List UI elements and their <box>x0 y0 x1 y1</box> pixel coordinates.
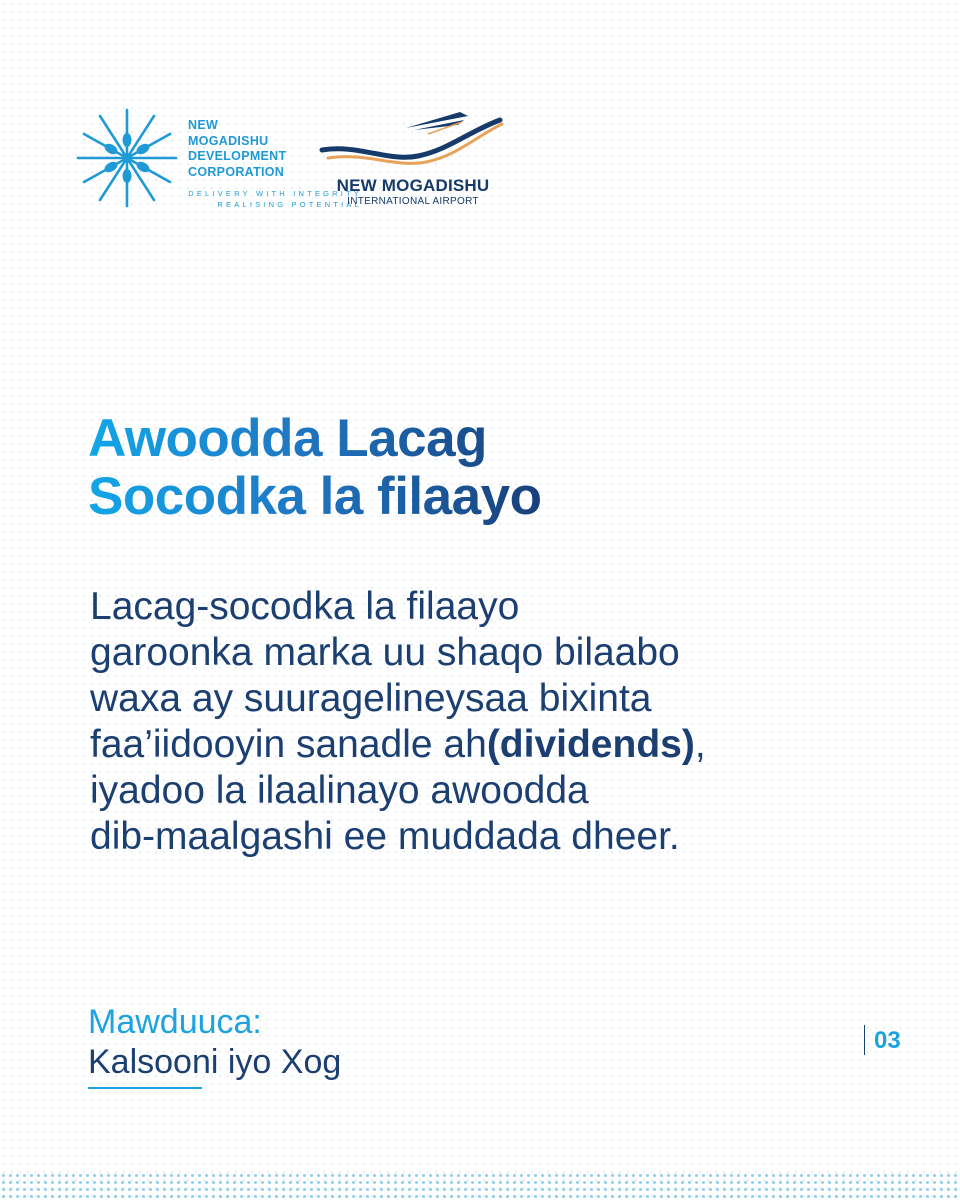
body-bold-term: (dividends) <box>486 723 695 766</box>
body-paragraph <box>90 584 910 860</box>
body-line: waxa ay suuragelineysaa bixinta <box>90 677 652 720</box>
body-line <box>90 722 910 768</box>
ndc-name-line: NEW <box>188 118 219 132</box>
body-line: iyadoo la ilaalinayo awoodda <box>90 769 589 812</box>
body-line: dib-maalgashi ee muddada dheer. <box>90 815 680 858</box>
page-title <box>88 410 541 526</box>
airport-name: NEW MOGADISHU <box>336 176 490 195</box>
body-text-segment: faa’iidooyin sanadle ah <box>90 723 487 766</box>
airplane-swoosh-icon <box>318 108 508 174</box>
topic-value: Kalsooni iyo Xog <box>88 1043 342 1081</box>
title-line: Awoodda Lacag <box>88 409 487 468</box>
ndc-logo <box>76 106 362 216</box>
ndc-name-line: MOGADISHU <box>188 133 269 148</box>
topic-label: Mawduuca: <box>88 1003 262 1041</box>
body-text-segment: , <box>694 723 706 766</box>
airport-subtitle: INTERNATIONAL AIRPORT <box>347 196 479 207</box>
ndc-tagline-line: REALISING POTENTIAL <box>217 200 362 209</box>
title-line: Socodka la filaayo <box>88 467 542 526</box>
body-line: Lacag-socodka la filaayo <box>90 585 520 628</box>
airport-logo <box>318 108 508 210</box>
ndc-tagline-line: DELIVERY WITH INTEGRITY <box>188 189 362 198</box>
ndc-name-line: DEVELOPMENT <box>188 149 287 163</box>
bottom-dot-pattern <box>0 1172 960 1200</box>
topic-underline <box>88 1087 202 1089</box>
body-line: garoonka marka uu shaqo bilaabo <box>90 631 680 674</box>
page-number: 03 <box>874 1027 901 1054</box>
ndc-name-line: CORPORATION <box>188 164 285 179</box>
page-number-divider <box>864 1025 865 1055</box>
ndc-name <box>188 118 286 180</box>
